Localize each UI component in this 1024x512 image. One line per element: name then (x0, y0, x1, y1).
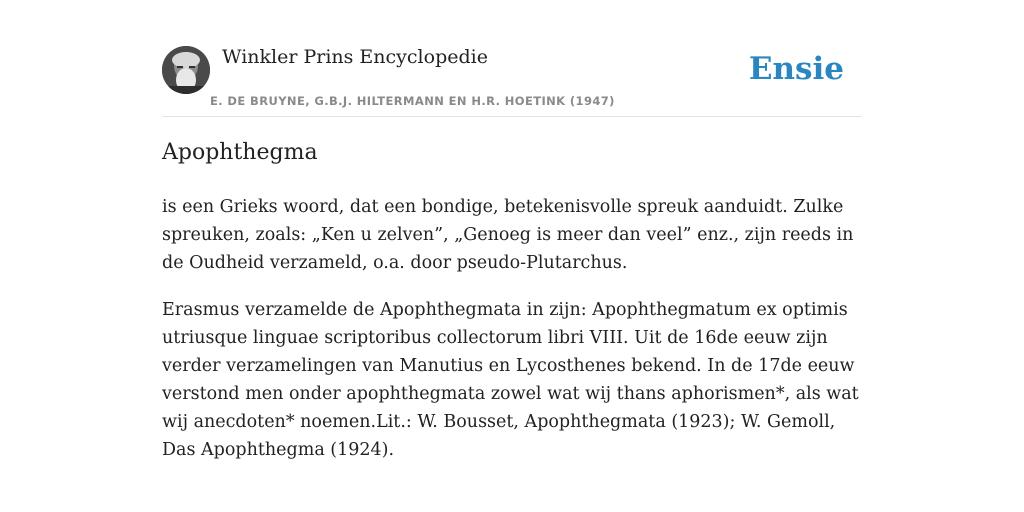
entry-paragraph: Erasmus verzamelde de Apophthegmata in zijn: Apophthegmatum ex optimis utriusque linguae scriptoribus collectorum libri VIII. Uit de 16de eeuw zijn verder verzamelingen van Manutius en Lycosthenes bekend. In de 17de eeuw verstond men onder apophthegmata zowel wat wij thans aphorismen*, als wat wij anecdoten* noemen.Lit.: W. Bousset, Apophthegmata (1923); W. Gemoll, Das Apophthegma (1924). (162, 300, 859, 460)
site-header (162, 46, 862, 117)
entry-body (162, 193, 862, 483)
author-avatar (162, 46, 210, 94)
portrait-icon (162, 46, 210, 94)
entry-title: Apophthegma (162, 140, 318, 165)
brand-logo-link[interactable]: Ensie (748, 51, 844, 87)
entry-paragraph: is een Grieks woord, dat een bondige, betekenisvolle spreuk aanduidt. Zulke spreuken, zoals: „Ken u zelven”, „Genoeg is meer dan veel” enz., zijn reeds in de Oudheid verzameld, o.a. door pseudo-Plutarchus. (162, 197, 854, 273)
publication-title[interactable]: Winkler Prins Encyclopedie (222, 46, 488, 68)
publication-authors: E. DE BRUYNE, G.B.J. HILTERMANN EN H.R. HOETINK (1947) (210, 94, 615, 108)
